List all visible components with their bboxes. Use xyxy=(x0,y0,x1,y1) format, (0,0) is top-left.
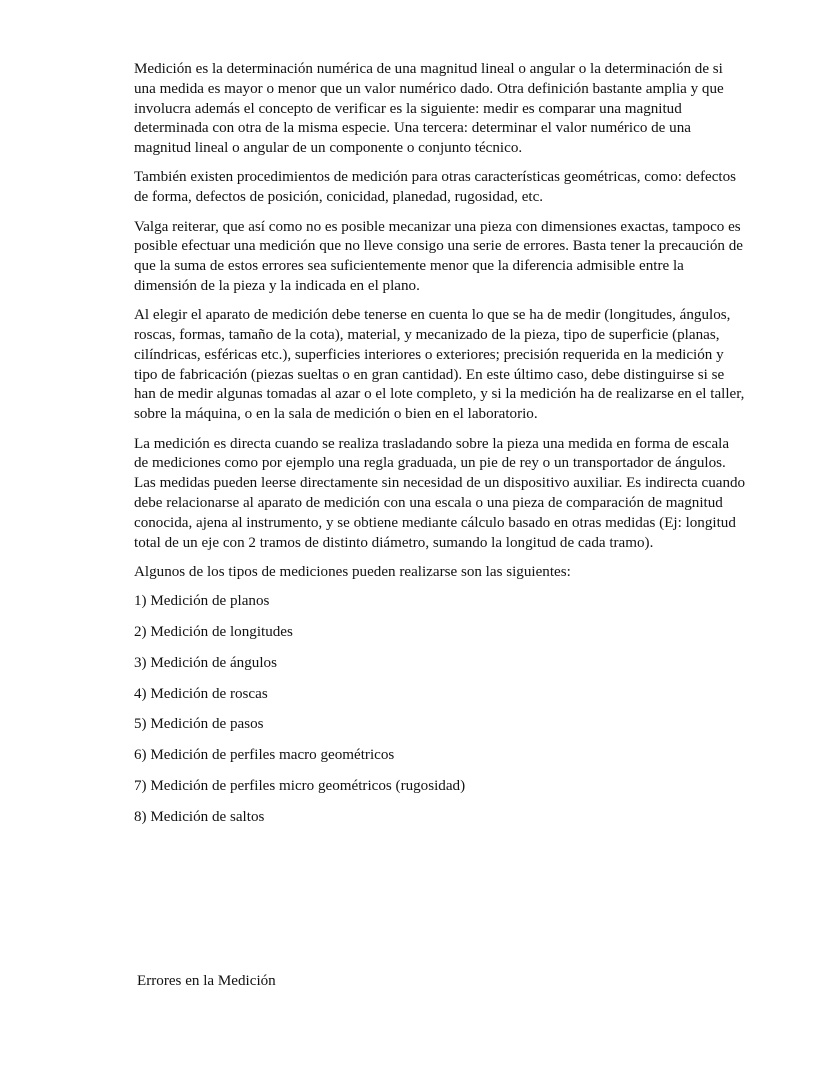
section-heading: Errores en la Medición xyxy=(137,973,276,989)
document-body xyxy=(134,60,746,839)
list-item: 1) Medición de planos xyxy=(134,593,270,610)
paragraph-other-characteristics: También existen procedimientos de medición para otras características geométricas, como: defectos de forma, defectos de posición, conicidad, planedad, rugosidad, etc. xyxy=(134,169,737,206)
list-item: 2) Medición de longitudes xyxy=(134,623,293,640)
list-item: 7) Medición de perfiles micro geométricos (rugosidad) xyxy=(134,777,466,794)
list-item: 6) Medición de perfiles macro geométricos xyxy=(134,747,395,764)
paragraph-instrument-choice: Al elegir el aparato de medición debe tenerse en cuenta lo que se ha de medir (longitudes, ángulos, roscas, formas, tamaño de la cota), material, y mecanizado de la pieza, tipo de superficie (planas, cilíndricas, esféricas etc.), superficies interiores o exteriores; precisión requerida en la medición y tipo de fabricación (piezas sueltas o en gran cantidad). En este último caso, debe distinguirse si se han de medir algunas tomadas al azar o el lote completo, y si la medición ha de realizarse en el taller, sobre la máquina, o en la sala de medición o bien en el laboratorio. xyxy=(134,307,745,423)
paragraph-errors: Valga reiterar, que así como no es posible mecanizar una pieza con dimensiones exactas, tampoco es posible efectuar una medición que no lleve consigo una serie de errores. Basta tener la precaución de que la suma de estos errores sea suficientemente menor que la diferencia admisible entre la dimensión de la pieza y la indicada en el plano. xyxy=(134,218,743,294)
list-item: 4) Medición de roscas xyxy=(134,685,268,702)
paragraph-direct-indirect: La medición es directa cuando se realiza trasladando sobre la pieza una medida en forma de escala de mediciones como por ejemplo una regla graduada, un pie de rey o un transportador de ángulos. Las medidas pueden leerse directamente sin necesidad de un dispositivo auxiliar. Es indirecta cuando debe relacionarse al aparato de medición con una escala o una pieza de comparación de magnitud conocida, ajena al instrumento, y se obtiene mediante cálculo basado en otras medidas (Ej: longitud total de un eje con 2 tramos de distinto diámetro, sumando la longitud de cada tramo). xyxy=(134,435,746,551)
paragraph-list-intro: Algunos de los tipos de mediciones pueden realizarse son las siguientes: xyxy=(134,563,571,580)
list-item: 8) Medición de saltos xyxy=(134,808,265,825)
list-item: 3) Medición de ángulos xyxy=(134,654,277,671)
paragraph-definition: Medición es la determinación numérica de una magnitud lineal o angular o la determinación de si una medida es mayor o menor que un valor numérico dado. Otra definición bastante amplia y que involucra además el concepto de verificar es la siguiente: medir es comparar una magnitud determinada con otra de la misma especie. Una tercera: determinar el valor numérico de una magnitud lineal o angular de un componente o conjunto técnico. xyxy=(134,61,724,157)
list-item: 5) Medición de pasos xyxy=(134,716,264,733)
measurement-types-list xyxy=(134,592,746,827)
